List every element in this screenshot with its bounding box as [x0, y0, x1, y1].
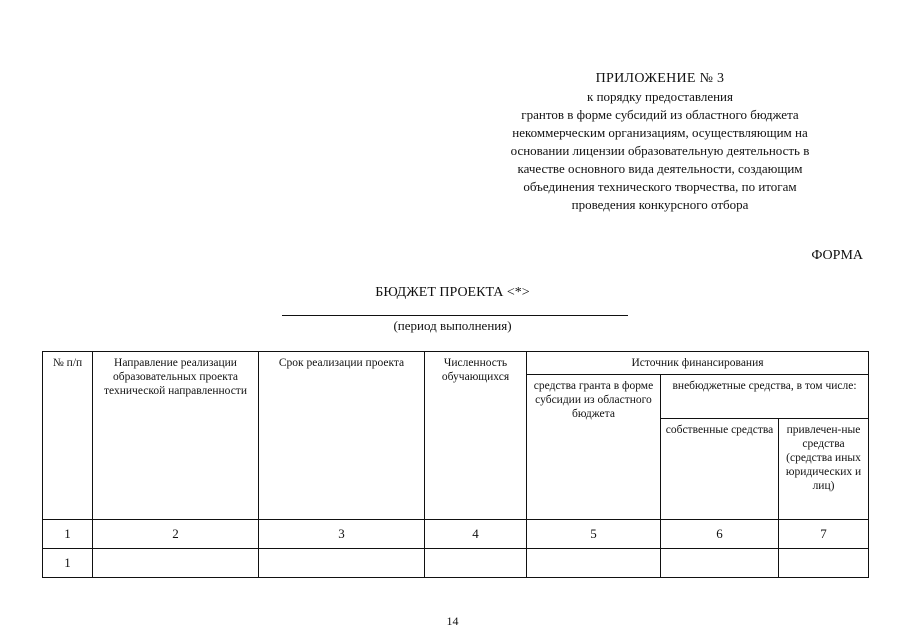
appendix-line: к порядку предоставления	[587, 89, 733, 104]
header-own-funds: собственные средства	[661, 419, 779, 520]
header-grant-funds: средства гранта в форме субсидии из областного бюджета	[527, 375, 661, 520]
appendix-block	[470, 70, 850, 214]
numbering-cell: 6	[661, 520, 779, 549]
header-funding-source: Источник финансирования	[527, 352, 869, 375]
header-attracted-funds: привлечен-ные средства (средства иных юридических и лиц)	[779, 419, 869, 520]
table-row	[43, 549, 869, 578]
appendix-heading: ПРИЛОЖЕНИЕ № 3	[595, 71, 725, 86]
numbering-cell: 1	[43, 520, 93, 549]
appendix-line: основании лицензии образовательную деятельность в	[510, 143, 810, 158]
table-cell	[527, 549, 661, 578]
numbering-cell: 7	[779, 520, 869, 549]
period-blank-line	[282, 315, 628, 316]
budget-table	[42, 351, 869, 578]
header-number: № п/п	[43, 352, 93, 520]
header-students: Численность обучающихся	[425, 352, 527, 520]
table-cell	[661, 549, 779, 578]
numbering-cell: 4	[425, 520, 527, 549]
row-number-cell: 1	[43, 549, 93, 578]
header-term: Срок реализации проекта	[259, 352, 425, 520]
appendix-line: грантов в форме субсидий из областного бюджета	[521, 107, 799, 122]
numbering-cell: 3	[259, 520, 425, 549]
appendix-line: качестве основного вида деятельности, создающим	[517, 161, 803, 176]
table-cell	[259, 549, 425, 578]
appendix-line: некоммерческим организациям, осуществляющим на	[512, 125, 808, 140]
page-number: 14	[446, 614, 459, 628]
table-cell	[93, 549, 259, 578]
period-caption: (период выполнения)	[393, 318, 512, 333]
appendix-line: проведения конкурсного отбора	[571, 197, 749, 212]
numbering-cell: 2	[93, 520, 259, 549]
header-direction: Направление реализации образовательных проекта технической направленности	[93, 352, 259, 520]
numbering-cell: 5	[527, 520, 661, 549]
header-extra-budget: внебюджетные средства, в том числе:	[661, 375, 869, 419]
table-cell	[425, 549, 527, 578]
budget-title: БЮДЖЕТ ПРОЕКТА <*>	[375, 285, 530, 300]
numbering-row	[43, 520, 869, 549]
table-cell	[779, 549, 869, 578]
form-label: ФОРМА	[811, 248, 863, 263]
appendix-line: объединения технического творчества, по итогам	[523, 179, 797, 194]
